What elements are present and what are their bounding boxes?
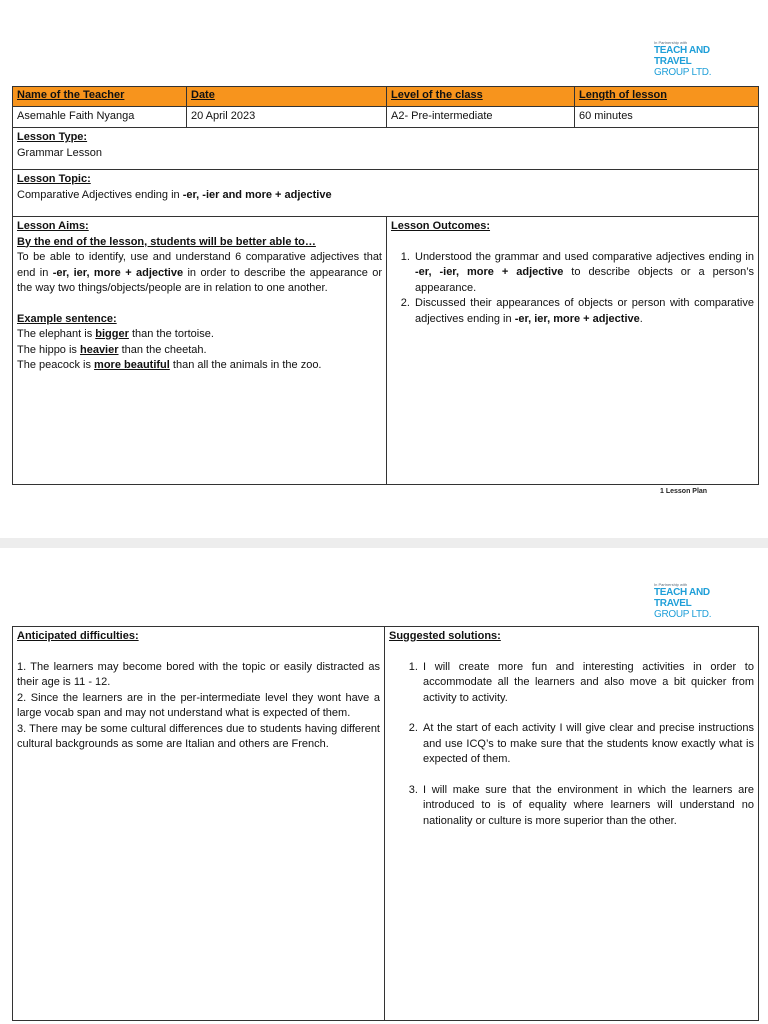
company-logo xyxy=(654,40,746,78)
ex-text: The elephant is xyxy=(17,328,96,340)
class-level: A2- Pre-intermediate xyxy=(387,107,575,128)
topic-text: Comparative Adjectives ending in xyxy=(17,188,183,201)
example-sentence xyxy=(17,358,382,374)
header-level: Level of the class xyxy=(387,87,575,107)
outcome-text: Understood the grammar and used comparative adjectives ending in xyxy=(415,250,754,263)
outcome-item xyxy=(413,250,754,297)
outcome-text: to describe objects or a person’s appearance. xyxy=(415,266,754,294)
ex-keyword: more beautiful xyxy=(94,359,170,371)
ex-text: The peacock is xyxy=(17,359,95,371)
logo-line2: GROUP LTD. xyxy=(654,609,712,620)
ex-text: than the cheetah. xyxy=(118,343,207,356)
ex-text: The hippo is xyxy=(17,343,80,356)
difficulties-cell xyxy=(13,627,385,1021)
logo-line1: TEACH AND TRAVEL xyxy=(654,45,710,67)
lesson-type-cell xyxy=(13,128,759,170)
ex-text: than all the animals in the zoo. xyxy=(169,359,322,371)
lesson-length: 60 minutes xyxy=(575,107,759,128)
outcomes-list xyxy=(391,250,754,328)
aims-label: Lesson Aims: xyxy=(17,220,89,232)
lesson-date: 20 April 2023 xyxy=(187,107,387,128)
solutions-cell xyxy=(385,627,759,1021)
aims-paragraph xyxy=(17,250,382,297)
logo-line1: TEACH AND TRAVEL xyxy=(654,587,710,609)
lesson-plan-table xyxy=(12,86,759,485)
aims-cell xyxy=(13,217,387,485)
example-sentence xyxy=(17,343,382,359)
aims-subheading: By the end of the lesson, students will be better able to… xyxy=(17,235,316,248)
outcome-item xyxy=(413,296,754,327)
difficulty-item: 3. There may be some cultural differences due to students having different cultural backgrounds as some are Italian and others are French. xyxy=(17,722,380,750)
ex-text: than the tortoise. xyxy=(128,328,214,340)
solutions-list xyxy=(389,660,754,830)
header-teacher: Name of the Teacher xyxy=(13,87,187,107)
example-sentence xyxy=(17,327,382,343)
outcome-text-bold: -er, -ier, more + adjective xyxy=(415,266,564,278)
teacher-name: Asemahle Faith Nyanga xyxy=(13,107,187,128)
lesson-type-label: Lesson Type: xyxy=(17,131,88,143)
solution-item: 1. I will create more fun and interesting activities in order to accommodate all the learners and also move a bit quicker from activity to activity. xyxy=(421,660,754,707)
header-length: Length of lesson xyxy=(575,87,759,107)
difficulties-row xyxy=(13,627,759,1021)
aims-text-bold: -er, ier, more + adjective xyxy=(52,266,184,279)
lesson-type-row xyxy=(13,128,759,170)
header-date: Date xyxy=(187,87,387,107)
ex-keyword: heavier xyxy=(79,343,119,356)
aims-text-end: in order to describe the appearance or the way two things/objects/people are in relation to one another. xyxy=(17,266,383,294)
logo-partner-text: In Partnership with xyxy=(654,40,688,45)
lesson-topic-label: Lesson Topic: xyxy=(17,173,91,185)
lesson-topic-cell xyxy=(13,170,759,217)
outcomes-label: Lesson Outcomes: xyxy=(391,220,491,232)
difficulties-label: Anticipated difficulties: xyxy=(17,630,139,642)
solution-item: 3. I will make sure that the environment in which the learners are introduced to is of equality where learners will understand no nationality or culture is more superior than the other. xyxy=(421,783,754,830)
outcome-text: Discussed their appearances of objects or person with comparative adjectives ending in xyxy=(415,297,754,325)
lesson-topic-value xyxy=(17,188,754,204)
solutions-label: Suggested solutions: xyxy=(389,630,501,642)
page-separator xyxy=(0,538,768,548)
info-row xyxy=(13,107,759,128)
page-footer: 1 Lesson Plan xyxy=(660,488,708,495)
solution-item: 2. At the start of each activity I will give clear and precise instructions and use ICQ’s to make sure that the students know exactly what is expected of them. xyxy=(421,721,754,768)
logo-partner-text: In Partnership with xyxy=(654,582,688,587)
difficulties-table xyxy=(12,626,759,1021)
ex-keyword: bigger xyxy=(95,328,129,340)
outcome-text: . xyxy=(639,312,643,325)
difficulty-item: 2. Since the learners are in the per-intermediate level they wont have a large vocab span and may not understand what is expected of them. xyxy=(17,691,380,719)
outcome-text-bold: -er, ier, more + adjective xyxy=(514,312,640,325)
topic-text-bold: -er, -ier and more + adjective xyxy=(182,188,332,201)
lesson-type-value: Grammar Lesson xyxy=(17,146,102,159)
outcomes-cell xyxy=(387,217,759,485)
company-logo xyxy=(654,582,746,620)
header-row xyxy=(13,87,759,107)
aims-text: To be able to identify, use and understand 6 comparative adjectives that end in xyxy=(17,251,382,279)
logo-line2: GROUP LTD. xyxy=(654,67,712,78)
difficulty-item: 1. The learners may become bored with the topic or easily distracted as their age is 11 - 12. xyxy=(17,660,380,688)
example-label: Example sentence: xyxy=(17,312,117,325)
aims-outcomes-row xyxy=(13,217,759,485)
lesson-topic-row xyxy=(13,170,759,217)
